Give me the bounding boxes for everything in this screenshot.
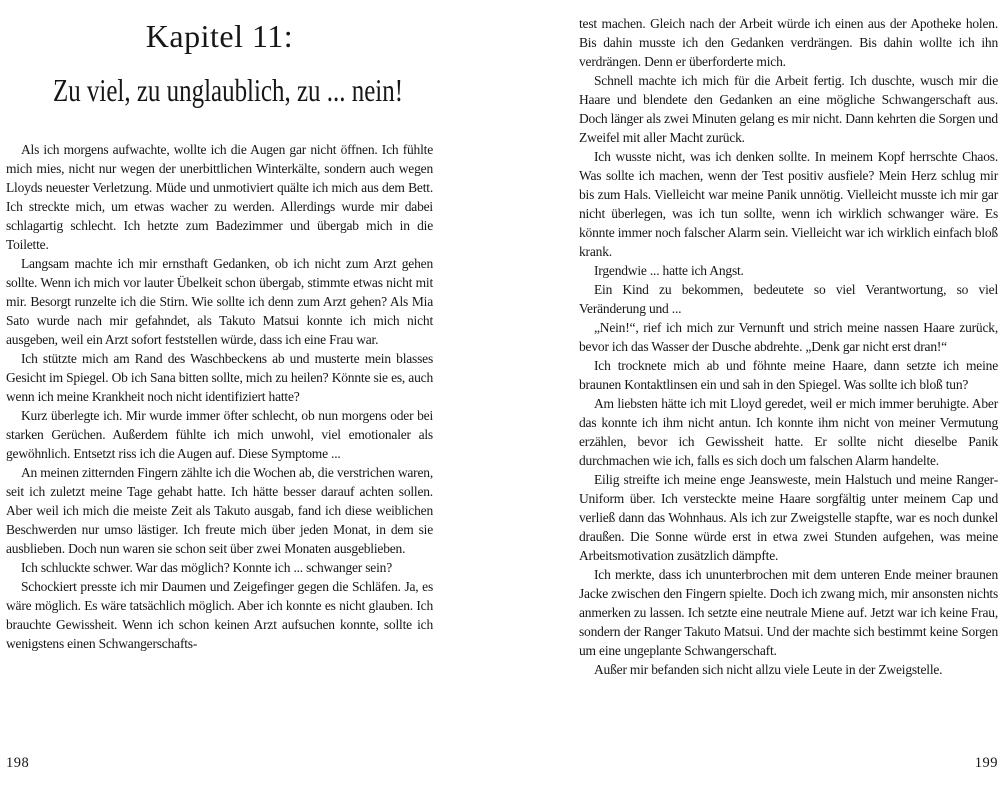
page-number-left: 198 xyxy=(6,755,30,771)
page-left xyxy=(6,0,433,800)
paragraph: Als ich morgens aufwachte, wollte ich die Augen gar nicht öffnen. Ich fühlte mich mies, nicht nur wegen der unerbittlichen Winterkälte, sondern auch wegen Lloyds neuester Verletzung. Müde und unmotiviert quälte ich mich aus dem Bett. Ich streckte mich, um etwas wacher zu werden. Allerdings wurde mir dabei schlagartig schlecht. Ich hetzte zum Badezimmer und übergab mich in die Toilette. xyxy=(6,142,433,252)
chapter-number-heading: Kapitel 11: xyxy=(145,18,294,54)
paragraph: Ich schluckte schwer. War das möglich? Konnte ich ... schwanger sein? xyxy=(21,560,392,575)
paragraph: Schnell machte ich mich für die Arbeit fertig. Ich duschte, wusch mir die Haare und blendete den Gedanken an eine mögliche Schwangerschaft aus. Doch länger als zwei Minuten gelang es mir nicht. Dann kehrten die Sorgen und Zweifel mit aller Macht zurück. xyxy=(579,73,998,145)
page-number-right: 199 xyxy=(974,755,998,771)
paragraph: „Nein!“, rief ich mich zur Vernunft und strich meine nassen Haare zurück, bevor ich das Wasser der Dusche abdrehte. „Denk gar nicht erst dran!“ xyxy=(579,320,998,354)
paragraph: Ich trocknete mich ab und föhnte meine Haare, dann setzte ich meine braunen Kontaktlinsen ein und sah in den Spiegel. Was sollte ich bloß tun? xyxy=(579,358,998,392)
paragraph: Kurz überlegte ich. Mir wurde immer öfter schlecht, ob nun morgens oder bei starken Gerüchen. Außerdem fühlte ich mich unwohl, viel emotionaler als gewöhnlich. Entsetzt riss ich die Augen auf. Diese Symptome ... xyxy=(6,408,433,461)
paragraph: Außer mir befanden sich nicht allzu viele Leute in der Zweigstelle. xyxy=(594,662,943,677)
chapter-heading-block xyxy=(6,0,433,110)
left-page-text-column xyxy=(6,140,433,653)
paragraph: Ich stützte mich am Rand des Waschbeckens ab und musterte mein blasses Gesicht im Spiegel. Ob ich Sana bitten sollte, mich zu heilen? Könnte sie es, auch wenn ich meine Krankheit noch nicht identifiziert hatte? xyxy=(6,351,433,404)
paragraph: Ich wusste nicht, was ich denken sollte. In meinem Kopf herrschte Chaos. Was sollte ich machen, wenn der Test positiv ausfiele? Mein Herz schlug mir bis zum Hals. Vielleicht war meine Panik unnötig. Vielleicht musste ich mir gar nicht überlegen, was ich tun sollte, wenn ich wirklich schwanger wäre. Es könnte immer noch falscher Alarm sein. Vielleicht war ich wirklich einfach bloß krank. xyxy=(579,149,998,259)
paragraph: Schockiert presste ich mir Daumen und Zeigefinger gegen die Schläfen. Ja, es wäre möglich. Es wäre tatsächlich möglich. Aber ich konnte es nicht glauben. Ich brauchte Gewissheit. Wenn ich schon keinen Arzt aufsuchen konnte, sollte ich wenigstens einen Schwangerschafts- xyxy=(6,579,433,651)
right-page-text-column xyxy=(579,0,998,679)
paragraph: Ein Kind zu bekommen, bedeutete so viel Verantwortung, so viel Veränderung und ... xyxy=(579,282,998,316)
paragraph: Ich merkte, dass ich ununterbrochen mit dem unteren Ende meiner braunen Jacke zwischen den Fingern spielte. Doch ich zwang mich, mir ansonsten nichts anmerken zu lassen. Ich setzte eine neutrale Miene auf. Jetzt war ich keine Frau, sondern der Ranger Takuto Matsui. Und der machte sich bestimmt keine Sorgen um eine ungeplante Schwangerschaft. xyxy=(579,567,998,658)
paragraph: Eilig streifte ich meine enge Jeansweste, mein Halstuch und meine Ranger-Uniform über. Ich versteckte meine Haare sorgfältig unter meinem Cap und verließ dann das Wohnhaus. Als ich zur Zweigstelle stapfte, war es noch dunkel draußen. Die Sonne würde erst in etwa zwei Stunden aufgehen, was meine Arbeitsmotivation zusätzlich dämpfte. xyxy=(579,472,998,563)
paragraph: test machen. Gleich nach der Arbeit würde ich einen aus der Apotheke holen. Bis dahin musste ich den Gedanken verdrängen. Bis dahin wollte ich ihn verdrängen. Denn er überforderte mich. xyxy=(579,16,998,69)
paragraph: An meinen zitternden Fingern zählte ich die Wochen ab, die verstrichen waren, seit ich zuletzt meine Tage gehabt hatte. Ich hätte besser darauf achten sollen. Aber weil ich mich die meiste Zeit als Takuto ausgab, fand ich diese weiblichen Beschwerden nur umso lästiger. Ich freute mich über jeden Monat, in dem sie ausblieben. Doch nun waren sie schon seit über zwei Monaten ausgeblieben. xyxy=(6,465,433,556)
paragraph: Am liebsten hätte ich mit Lloyd geredet, weil er mich immer beruhigte. Aber das konnte ich ihm nicht antun. Ich konnte ihm nicht von meiner Vermutung erzählen, bevor ich Gewissheit hatte. Er sollte nicht dieselbe Panik durchmachen wie ich, falls es sich doch um falschen Alarm handelte. xyxy=(579,396,998,468)
paragraph: Langsam machte ich mir ernsthaft Gedanken, ob ich nicht zum Arzt gehen sollte. Wenn ich mich vor lauter Übelkeit schon übergab, stimmte etwas nicht mit mir. Besorgt runzelte ich die Stirn. Wie sollte ich denn zum Arzt gehen? Als Mia Sato wurde nach mir gefahndet, als Takuto Matsui konnte ich mich nicht ausgeben, weil ein Arzt sofort feststellen würde, dass ich eine Frau war. xyxy=(6,256,433,347)
chapter-title-heading: Zu viel, zu unglaublich, zu ... nein! xyxy=(52,72,404,108)
page-right xyxy=(579,0,998,800)
paragraph: Irgendwie ... hatte ich Angst. xyxy=(594,263,744,278)
